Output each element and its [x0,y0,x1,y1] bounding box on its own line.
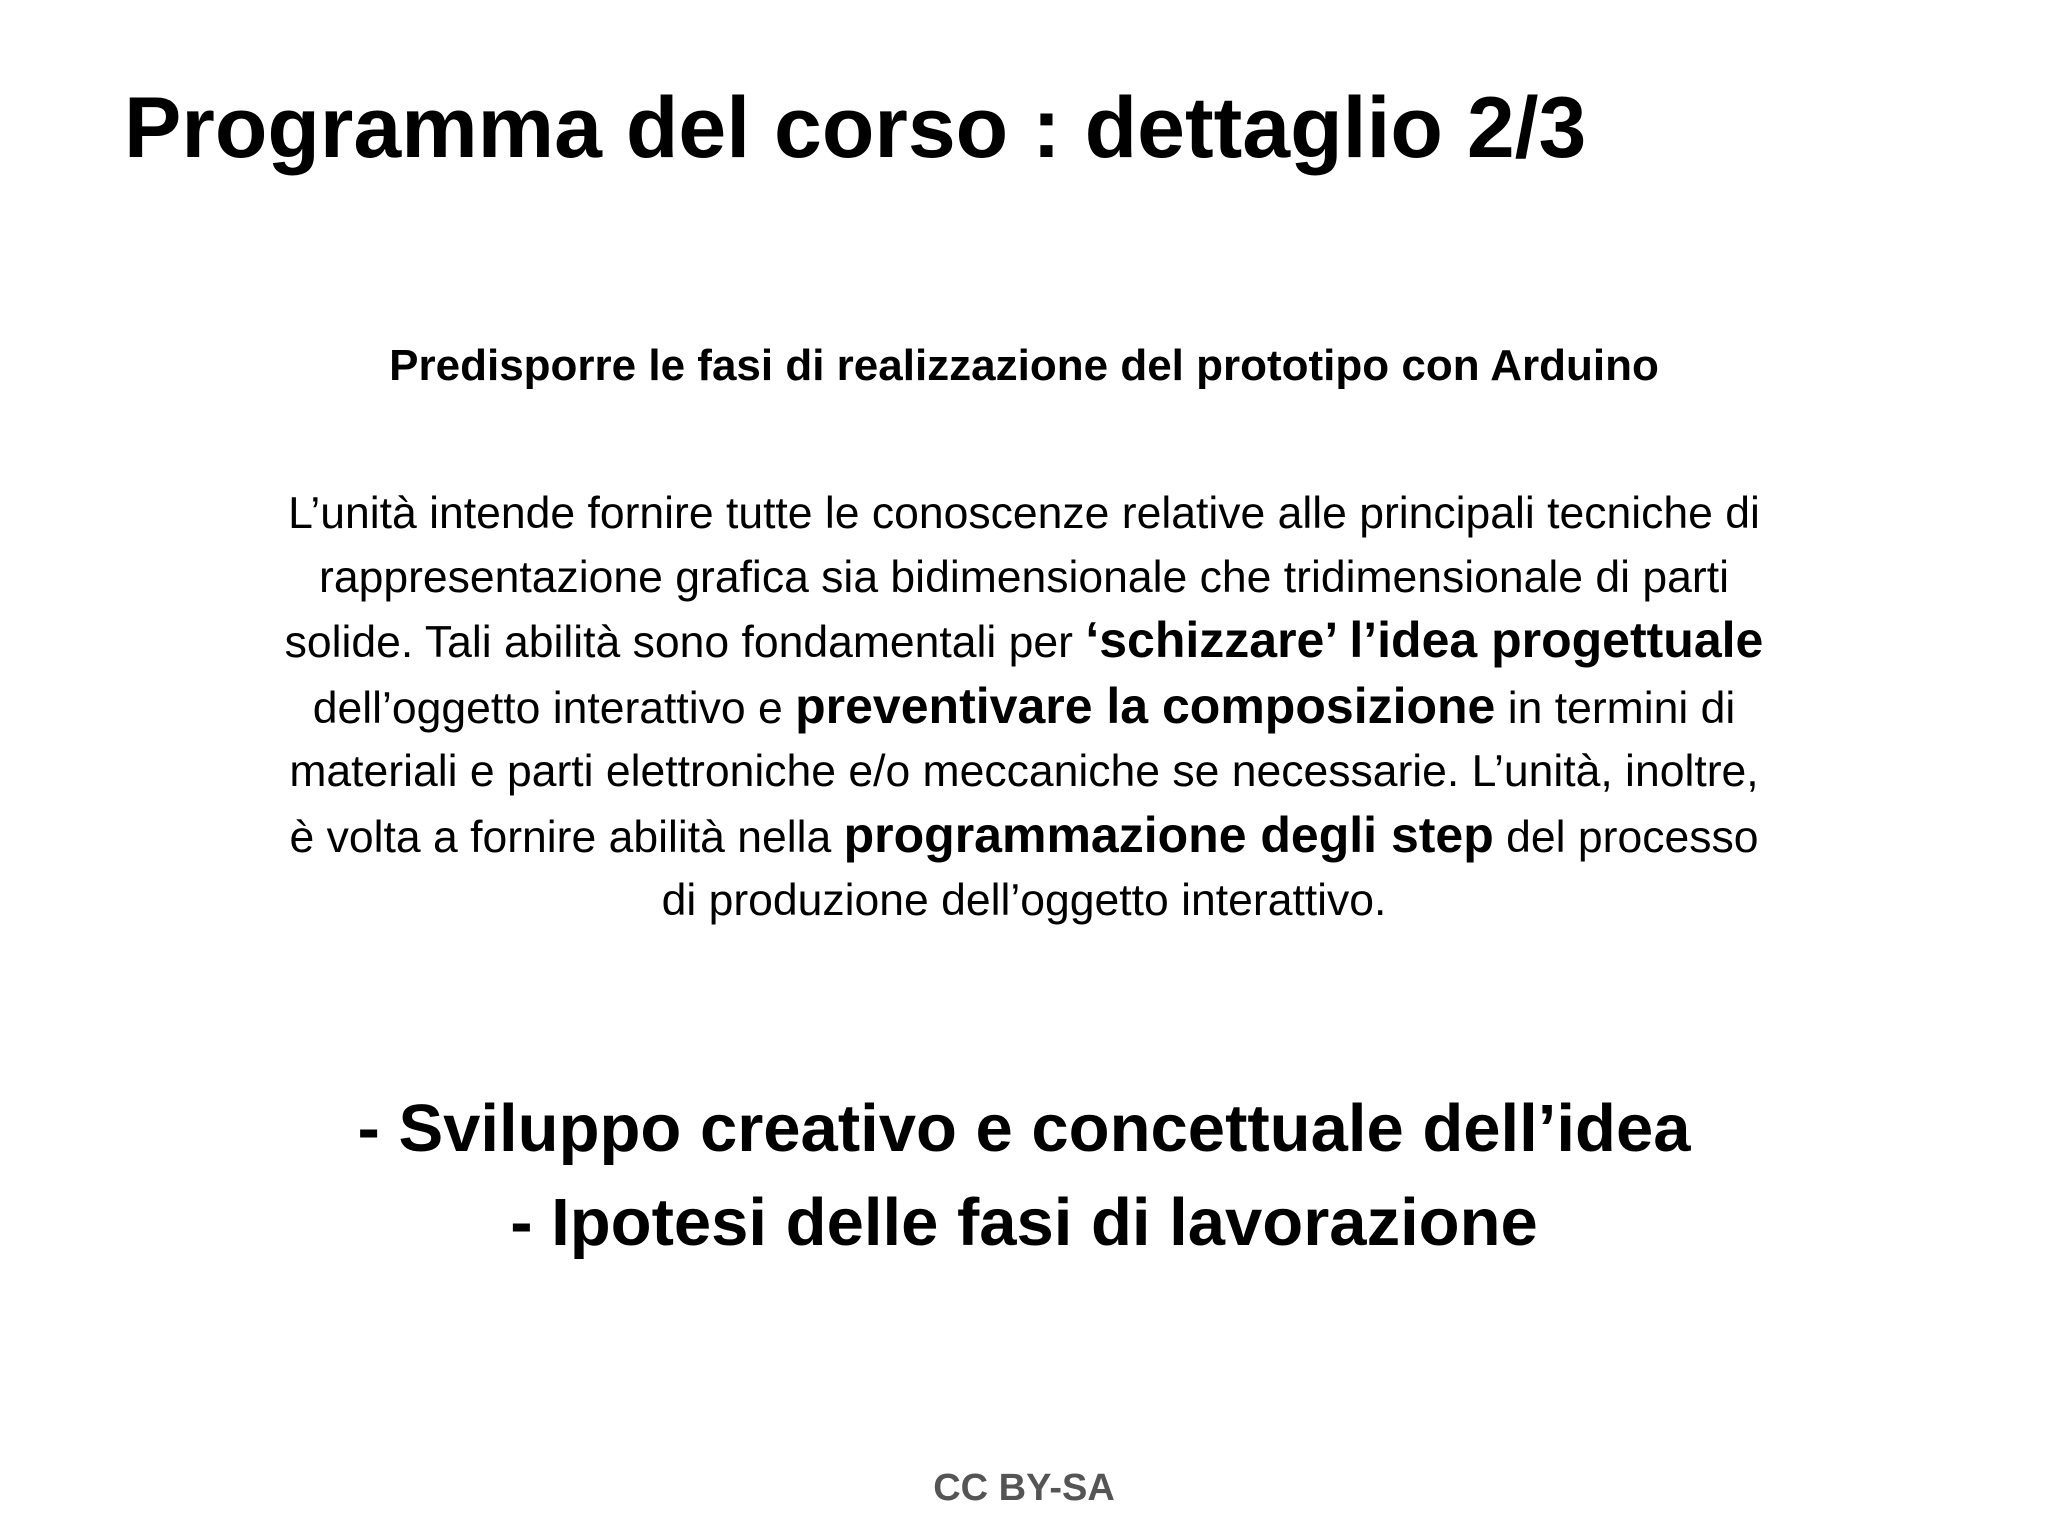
description-line: L’unità intende fornire tutte le conoscenze relative alle principali tecniche di [288,489,1760,538]
description-line: è volta a fornire abilità nella programmazione degli step del processo [289,806,1759,863]
unit-description [200,482,1848,933]
topic-item-ipotesi: - Ipotesi delle fasi di lavorazione [510,1185,1538,1260]
highlight-schizzare: ‘schizzare’ l’idea progettuale [1085,612,1764,668]
slide-subtitle: Predisporre le fasi di realizzazione del prototipo con Arduino [389,341,1659,390]
description-line: di produzione dell’oggetto interattivo. [661,876,1387,925]
description-line: rappresentazione grafica sia bidimensionale che tridimensionale di parti [319,552,1729,602]
description-line: materiali e parti elettroniche e/o meccaniche se necessarie. L’unità, inoltre, [289,747,1759,796]
description-line: solide. Tali abilità sono fondamentali per ‘schizzare’ l’idea progettuale [284,612,1764,668]
topic-list [0,1082,2048,1270]
license-label: CC BY-SA [933,1467,1115,1509]
description-line: dell’oggetto interattivo e preventivare la composizione in termini di [312,677,1736,734]
highlight-programmazione: programmazione degli step [843,806,1494,863]
slide-title: Programma del corso : dettaglio 2/3 [124,80,1587,176]
highlight-preventivare: preventivare la composizione [795,677,1496,734]
topic-item-sviluppo: - Sviluppo creativo e concettuale dell’idea [357,1091,1691,1166]
